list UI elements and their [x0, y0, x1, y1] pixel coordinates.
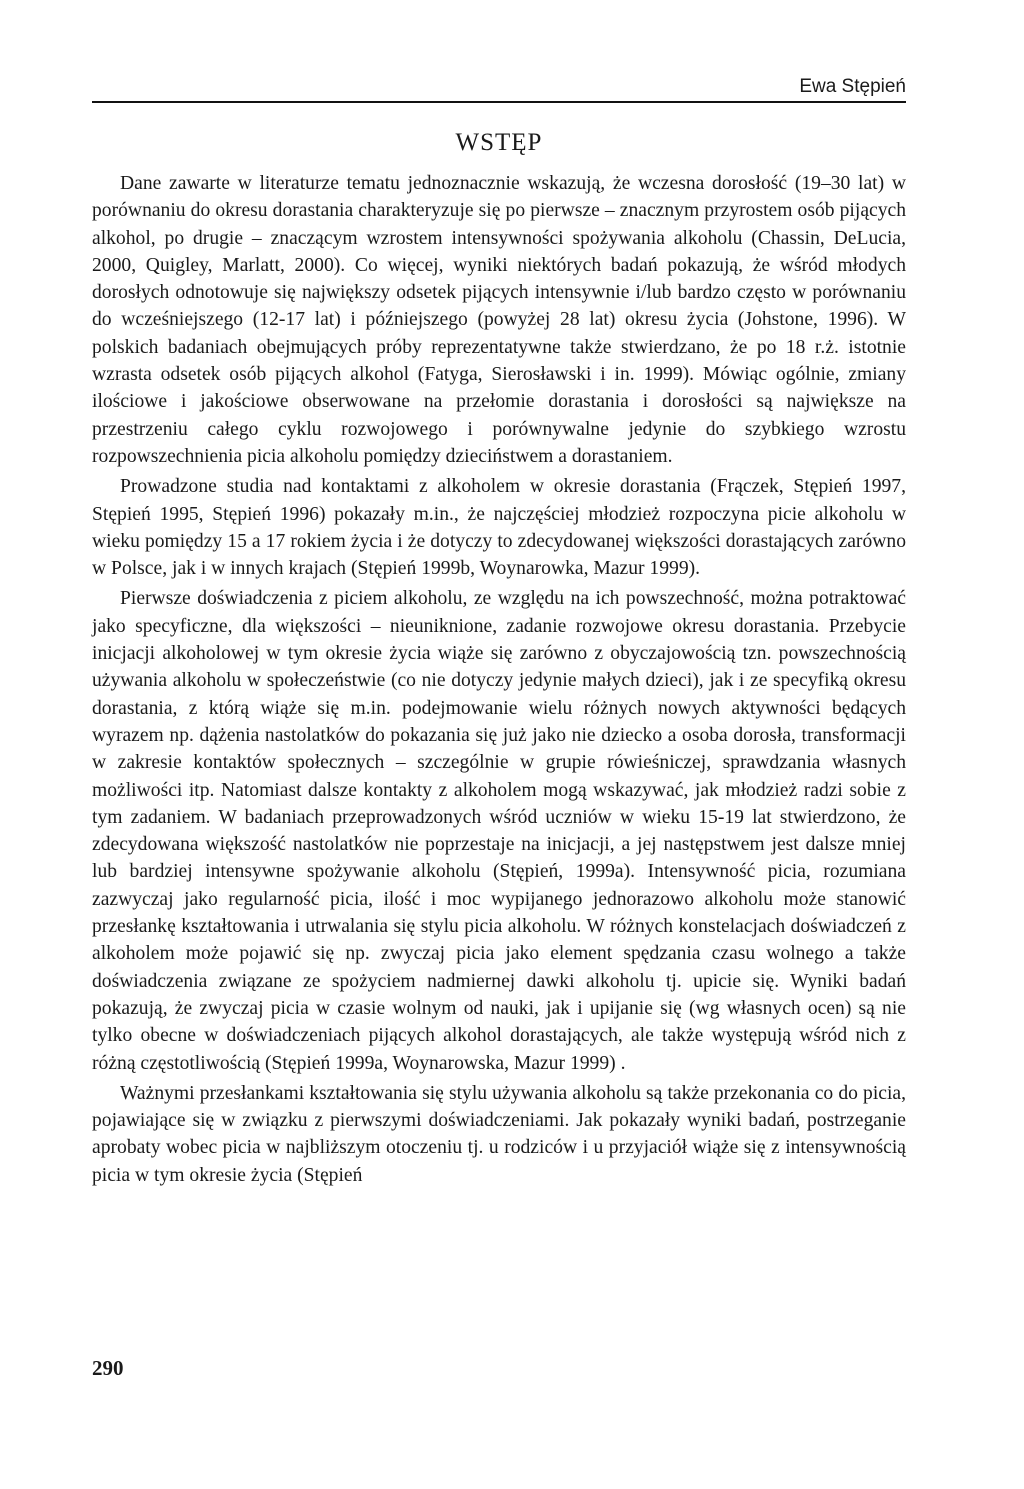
paragraph-2: Prowadzone studia nad kontaktami z alkoholem w okresie dorastania (Frączek, Stępień 1997, Stępień 1995, Stępień 1996) pokazały m.in., że najczęściej młodzież rozpoczyna picie alkoholu w wieku pomiędzy 15 a 17 rokiem życia i że dotyczy to zdecydowanej większości dorastających zarówno w Polsce, jak i w innych krajach (Stępień 1999b, Woynarowka, Mazur 1999). [92, 476, 906, 580]
section-title: WSTĘP [455, 129, 543, 156]
paragraph-3: Pierwsze doświadczenia z piciem alkoholu, ze względu na ich powszechność, można potraktować jako specyficzne, dla większości – nieuniknione, zadanie rozwojowe okresu dorastania. Przebycie inicjacji alkoholowej w tym okresie życia wiąże się zarówno z obyczajowością tzn. powszechnością używania alkoholu w społeczeństwie (co nie dotyczy jedynie małych dzieci), jak i ze specyfiką okresu dorastania, z którą wiąże się m.in. podejmowanie wielu różnych nowych aktywności będących wyrazem np. dążenia nastolatków do pokazania się już jako nie dziecko a osoba dorosła, transformacji w zakresie kontaktów społecznych – szczególnie w grupie rówieśniczej, sprawdzania własnych możliwości itp. Natomiast dalsze kontakty z alkoholem mogą wskazywać, jak młodzież radzi sobie z tym zadaniem. W badaniach przeprowadzonych wśród uczniów w wieku 15-19 lat stwierdzono, że zdecydowana większość nastolatków nie poprzestaje na inicjacji, a jej następstwem jest dalsze mniej lub bardziej intensywne spożywanie alkoholu (Stępień, 1999a). Intensywność picia, rozumiana zazwyczaj jako regularność picia, ilość i moc wypijanego jednorazowo alkoholu może stanowić przesłankę kształtowania i utrwalania się stylu picia alkoholu. W różnych konstelacjach doświadczeń z alkoholem może pojawić się np. zwyczaj picia jako element spędzania czasu wolnego a także doświadczenia związane ze spożyciem nadmiernej dawki alkoholu tj. upicie się. Wyniki badań pokazują, że zwyczaj picia w czasie wolnym od nauki, jak i upijanie się (wg własnych ocen) są nie tylko obecne w doświadczeniach pijących alkohol dorastających, ale także występują wśród nich z różną częstotliwością (Stępień 1999a, Woynarowska, Mazur 1999) . [92, 588, 906, 1074]
header-rule [92, 101, 906, 103]
running-head-author: Ewa Stępień [799, 76, 906, 97]
page-number: 290 [92, 1356, 124, 1380]
paragraph-1: Dane zawarte w literaturze tematu jednoznacznie wskazują, że wczesna dorosłość (19–30 lat) w porównaniu do okresu dorastania charakteryzuje się po pierwsze – znacznym przyrostem osób pijących alkohol, po drugie – znaczącym wzrostem intensywności spożywania alkoholu (Chassin, DeLucia, 2000, Quigley, Marlatt, 2000). Co więcej, wyniki niektórych badań pokazują, że wśród młodych dorosłych odnotowuje się największy odsetek pijących intensywnie i/lub bardzo często w porównaniu do wcześniejszego (12-17 lat) i późniejszego (powyżej 28 lat) okresu życia (Johstone, 1996). W polskich badaniach obejmujących próby reprezentatywne także stwierdzano, że po 18 r.ż. istotnie wzrasta odsetek osób pijących alkohol (Fatyga, Sierosławski i in. 1999). Mówiąc ogólnie, zmiany ilościowe i jakościowe obserwowane na przełomie dorastania i dorosłości są największe na przestrzeniu całego cyklu rozwojowego i porównywalne jedynie do szybkiego wzrostu rozpowszechnienia picia alkoholu pomiędzy dzieciństwem a dorastaniem. [92, 173, 906, 467]
paragraph-4: Ważnymi przesłankami kształtowania się stylu używania alkoholu są także przekonania co do picia, pojawiające się w związku z pierwszymi doświadczeniami. Jak pokazały wyniki badań, postrzeganie aprobaty wobec picia w najbliższym otoczeniu tj. u rodziców i u przyjaciół wiąże się z intensywnością picia w tym okresie życia (Stępień [92, 1082, 906, 1186]
body-text [92, 170, 906, 1192]
